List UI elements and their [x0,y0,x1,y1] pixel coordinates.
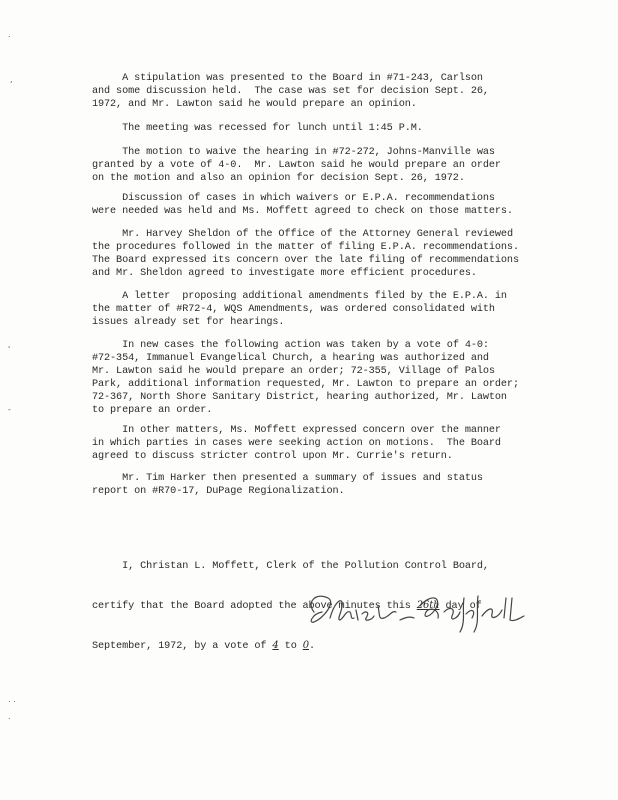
paragraph-waivers: Discussion of cases in which waivers or E.P.A. recommendations were needed was held and Ms. Moffett agreed to check on those matters. [92,193,513,217]
paragraph-other-matters: In other matters, Ms. Moffett expressed concern over the manner in which parties in cases were seeking action on motions. The Board agreed to discuss stricter control upon Mr. Currie's return. [92,425,501,462]
signature [300,588,540,638]
margin-mark: . [8,30,11,39]
margin-mark: . [8,712,11,721]
vote-against: 0 [302,640,309,651]
margin-mark: . . [8,695,16,704]
vote-for: 4 [272,640,279,651]
certification-line-3: September, 1972, by a vote of 4 to 0. [92,640,316,652]
margin-mark: , [10,75,13,84]
margin-mark: ' [8,345,11,354]
paragraph-harker: Mr. Tim Harker then presented a summary of issues and status report on #R70-17, DuPage Regionalization. [92,473,483,497]
certification-line-1: I, Christan L. Moffett, Clerk of the Pollution Control Board, [92,561,489,572]
paragraph-sheldon: Mr. Harvey Sheldon of the Office of the Attorney General reviewed the procedures followed in the matter of filing E.P.A. recommendations. The Board expressed its concern over the late filing of recommendations and Mr. Sheldon agreed to investigate more efficient procedures. [92,229,519,279]
paragraph-recess: The meeting was recessed for lunch until 1:45 P.M. [92,123,423,134]
certification-day: 26th [416,600,440,611]
paragraph-new-cases: In new cases the following action was taken by a vote of 4-0: #72-354, Immanuel Evangelical Church, a hearing was authorized and Mr. Lawton said he would prepare an order; 72-355, Village of Palos Park, additional information requested, Mr. Lawton to prepare an order; 72-367, North Shore Sanitary District, hearing authorized, Mr. Lawton to prepare an order. [92,340,519,416]
certification-line-2: certify that the Board adopted the above minutes this 26th day of [92,600,482,612]
paragraph-johns-manville: The motion to waive the hearing in #72-272, Johns-Manville was granted by a vote of 4-0. Mr. Lawton said he would prepare an order on the motion and also an opinion for decision Sept. 26, 1972. [92,147,501,184]
paragraph-amendments: A letter proposing additional amendments filed by the E.P.A. in the matter of #R72-4, WQS Amendments, was ordered consolidated with issues already set for hearings. [92,291,507,328]
margin-mark: - [8,405,11,414]
paragraph-stipulation: A stipulation was presented to the Board in #71-243, Carlson and some discussion held. The case was set for decision Sept. 26, 1972, and Mr. Lawton said he would prepare an opinion. [92,73,489,110]
